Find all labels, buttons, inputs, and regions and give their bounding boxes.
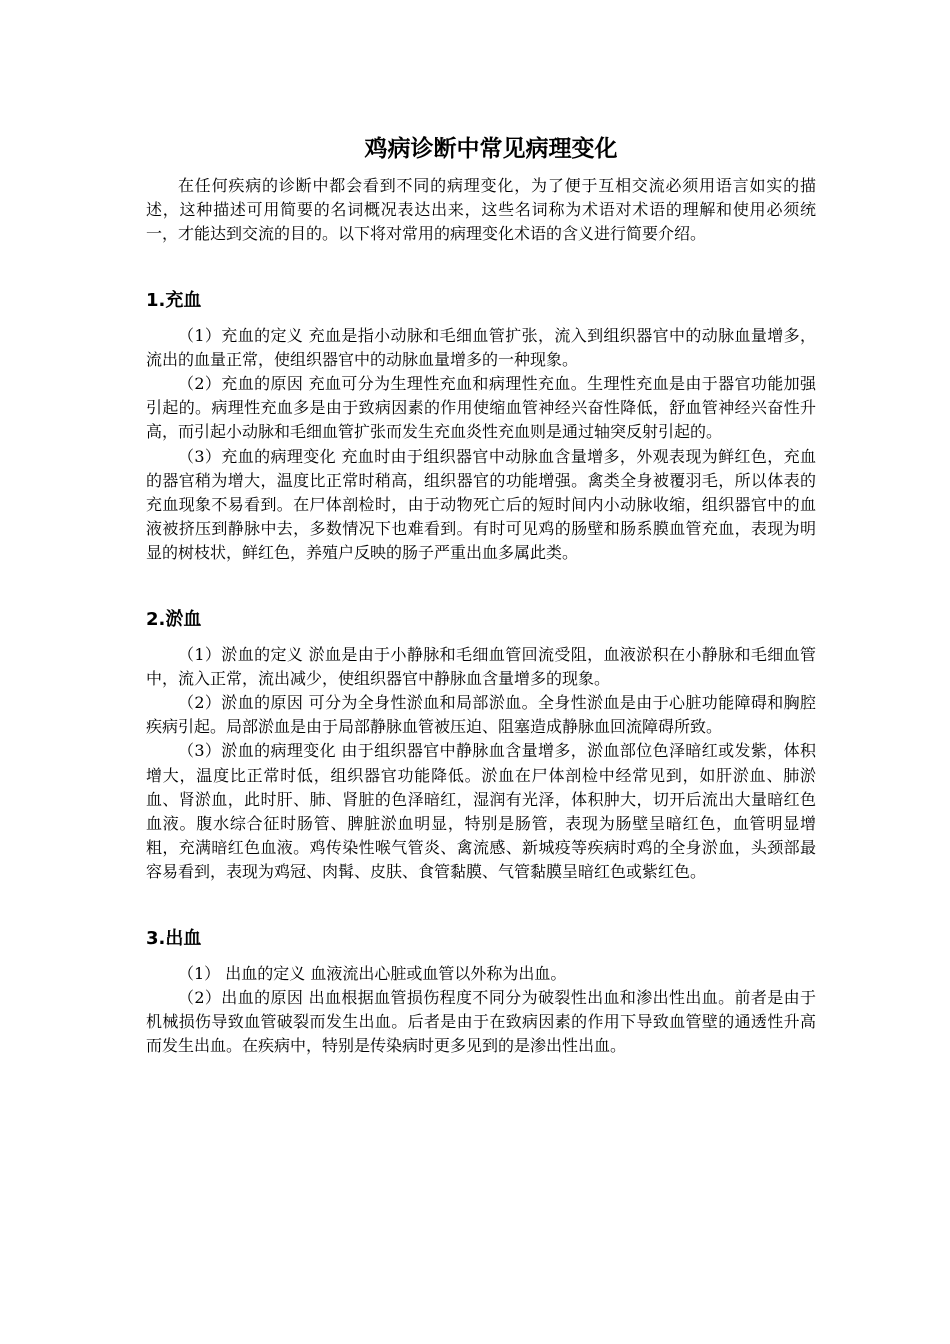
- document-title: 鸡病诊断中常见病理变化: [364, 136, 618, 162]
- section-paragraph: （1）淤血的定义 淤血是由于小静脉和毛细血管回流受阻，血液淤积在小静脉和毛细血管中，流入正常，流出减少，使组织器官中静脉血含量增多的现象。: [146, 644, 816, 688]
- document-page: [146, 132, 816, 1058]
- section-paragraph: （3）充血的病理变化 充血时由于组织器官中动脉血含量增多，外观表现为鲜红色，充血的器官稍为增大，温度比正常时稍高，组织器官的功能增强。禽类全身被覆羽毛，所以体表的充血现象不易看到。在尸体剖检时，由于动物死亡后的短时间内小动脉收缩，组织器官中的血液被挤压到静脉中去，多数情况下也难看到。有时可见鸡的肠壁和肠系膜血管充血，表现为明显的树枝状，鲜红色，养殖户反映的肠子严重出血多属此类。: [146, 446, 816, 563]
- section-heading: 3.出血: [146, 927, 202, 949]
- intro-paragraph: 在任何疾病的诊断中都会看到不同的病理变化，为了便于互相交流必须用语言如实的描述，这种描述可用简要的名词概况表达出来，这些名词称为术语对术语的理解和使用必须统一，才能达到交流的目的。以下将对常用的病理变化术语的含义进行简要介绍。: [146, 176, 816, 244]
- section-hemorrhage: [146, 926, 816, 1059]
- section-stasis: [146, 607, 816, 885]
- section-heading: 1.充血: [146, 289, 202, 311]
- section-congestion: [146, 288, 816, 566]
- section-heading: 2.淤血: [146, 608, 202, 630]
- section-paragraph: （1）充血的定义 充血是指小动脉和毛细血管扩张，流入到组织器官中的动脉血量增多，流出的血量正常，使组织器官中的动脉血量增多的一种现象。: [146, 325, 816, 369]
- section-paragraph: （3）淤血的病理变化 由于组织器官中静脉血含量增多，淤血部位色泽暗红或发紫，体积增大，温度比正常时低，组织器官功能降低。淤血在尸体剖检中经常见到，如肝淤血、肺淤血、肾淤血，此时肝、肺、肾脏的色泽暗红，湿润有光泽，体积肿大，切开后流出大量暗红色血液。腹水综合征时肠管、脾脏淤血明显，特别是肠管，表现为肠壁呈暗红色，血管明显增粗，充满暗红色血液。鸡传染性喉气管炎、禽流感、新城疫等疾病时鸡的全身淤血，头颈部最容易看到，表现为鸡冠、肉髯、皮肤、食管黏膜、气管黏膜呈暗红色或紫红色。: [146, 741, 816, 882]
- section-paragraph: （1） 出血的定义 血液流出心脏或血管以外称为出血。: [178, 963, 567, 983]
- section-paragraph: （2）充血的原因 充血可分为生理性充血和病理性充血。生理性充血是由于器官功能加强引起的。病理性充血多是由于致病因素的作用使缩血管神经兴奋性降低，舒血管神经兴奋性升高，而引起小动脉和毛细血管扩张而发生充血炎性充血则是通过轴突反射引起的。: [146, 374, 816, 442]
- section-paragraph: （2）出血的原因 出血根据血管损伤程度不同分为破裂性出血和渗出性出血。前者是由于机械损伤导致血管破裂而发生出血。后者是由于在致病因素的作用下导致血管壁的通透性升高而发生出血。在疾病中，特别是传染病时更多见到的是渗出性出血。: [146, 987, 816, 1056]
- section-paragraph: （2）淤血的原因 可分为全身性淤血和局部淤血。全身性淤血是由于心脏功能障碍和胸腔疾病引起。局部淤血是由于局部静脉血管被压迫、阻塞造成静脉血回流障碍所致。: [146, 693, 816, 737]
